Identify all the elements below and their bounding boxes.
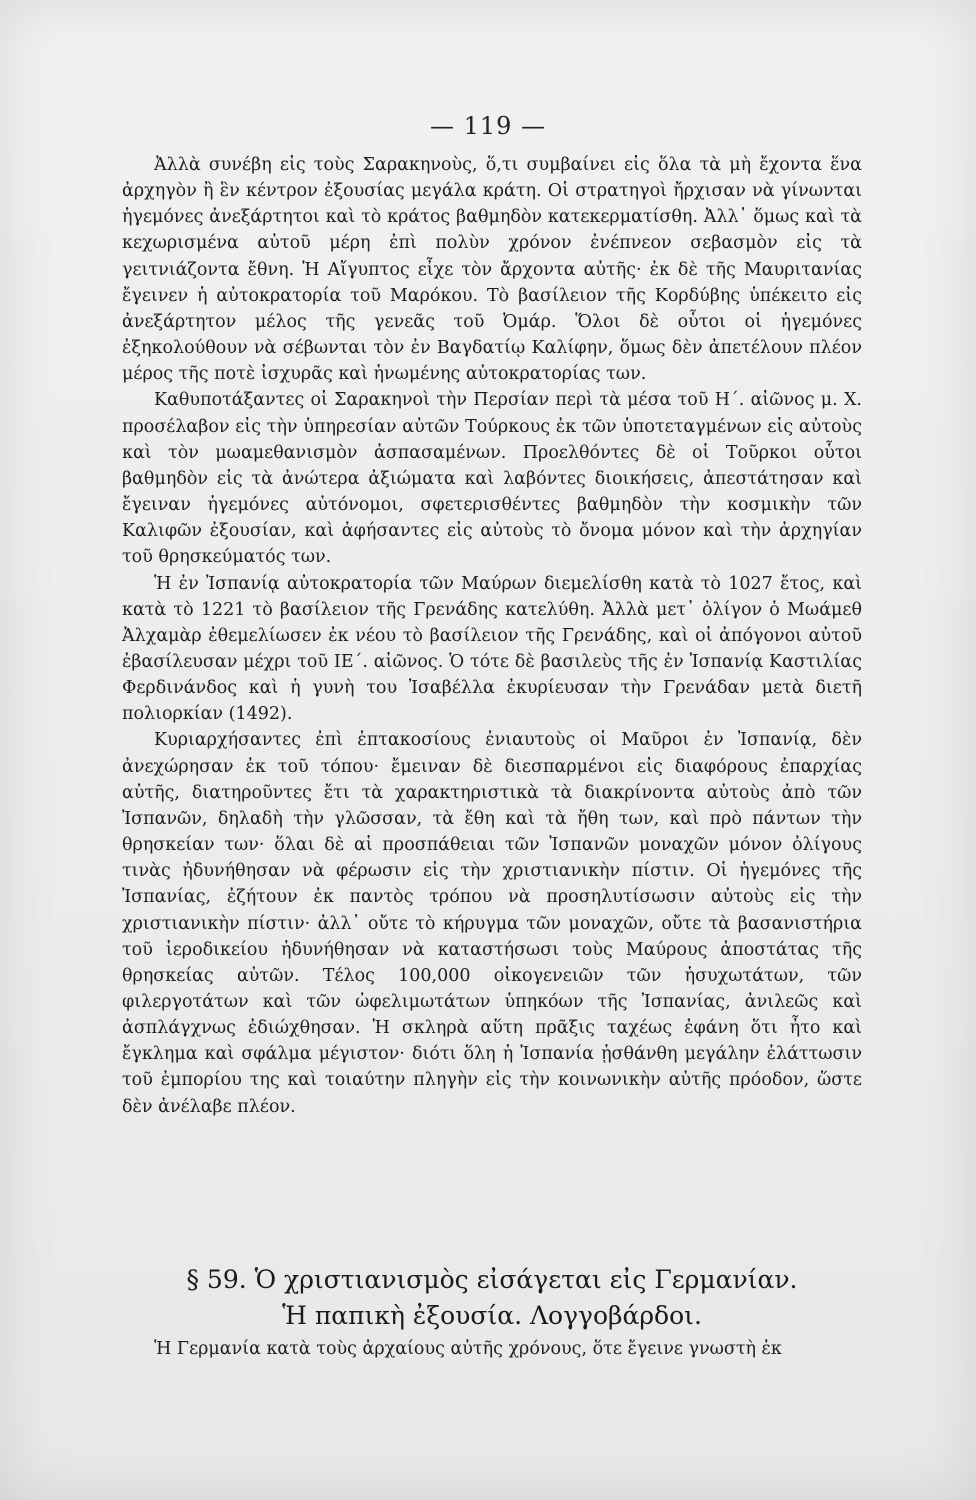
body-text [122,152,862,1120]
paragraph-spain-moors: Ἡ ἐν Ἰσπανίᾳ αὐτοκρατορία τῶν Μαύρων διεμελίσθη κατὰ τὸ 1027 ἔτος, καὶ κατὰ τὸ 1221 τὸ βασίλειον τῆς Γρενάδης κατελύθη. Ἀλλὰ μετ᾿ ὀλίγον ὁ Μωάμεθ Ἀλχαμὰρ ἐθεμελίωσεν ἐκ νέου τὸ βασίλειον τῆς Γρενάδης, καὶ οἱ ἀπόγονοι αὐτοῦ ἐβασίλευσαν μέχρι τοῦ ΙΕ΄. αἰῶνος. Ὁ τότε δὲ βασιλεὺς τῆς ἐν Ἰσπανίᾳ Καστιλίας Φερδινάνδος καὶ ἡ γυνὴ του Ἰσαβέλλα ἐκυρίευσαν τὴν Γρενάδαν μετὰ διετῆ πολιορκίαν (1492). [122,573,862,725]
section-title-line-2: Ἡ παπικὴ ἐξουσία. Λογγοβάρδοι. [282,1301,702,1330]
paragraph-germany-start: Ἡ Γερμανία κατὰ τοὺς ἀρχαίους αὐτῆς χρόνους, ὅτε ἔγεινε γνωστὴ ἐκ [154,1339,782,1359]
paragraph-saracen-fragmentation: Ἀλλὰ συνέβη εἰς τοὺς Σαρακηνοὺς, ὅ,τι συμβαίνει εἰς ὅλα τὰ μὴ ἔχοντα ἕνα ἀρχηγὸν ἢ ἓν κέντρον ἐξουσίας μεγάλα κράτη. Οἱ στρατηγοὶ ἤρχισαν νὰ γίνωνται ἡγεμόνες ἀνεξάρτητοι καὶ τὸ κράτος βαθμηδὸν κατεκερματίσθη. Ἀλλ᾿ ὅμως καὶ τὰ κεχωρισμένα αὐτοῦ μέρη ἐπὶ πολὺν χρόνον ἐνέπνεον σεβασμὸν εἰς τὰ γειτνιάζοντα ἔθνη. Ἡ Αἴγυπτος εἶχε τὸν ἄρχοντα αὐτῆς· ἐκ δὲ τῆς Μαυριτανίας ἔγεινεν ἡ αὐτοκρατορία τοῦ Μαρόκου. Τὸ βασίλειον τῆς Κορδύβης ὑπέκειτο εἰς ἀνεξάρτητον μέλος τῆς γενεᾶς τοῦ Ὀμάρ. Ὅλοι δὲ οὗτοι οἱ ἡγεμόνες ἐξηκολούθουν νὰ σέβωνται τὸν ἐν Βαγδατίῳ Καλίφην, ὅμως δὲν ἀπετέλουν πλέον μέρος τῆς ποτὲ ἰσχυρᾶς καὶ ἡνωμένης αὐτοκρατορίας των. [122,155,862,385]
paragraph-moors-expulsion: Κυριαρχήσαντες ἐπὶ ἑπτακοσίους ἐνιαυτοὺς οἱ Μαῦροι ἐν Ἰσπανίᾳ, δὲν ἀνεχώρησαν ἐκ τοῦ τόπου· ἔμειναν δὲ διεσπαρμένοι εἰς διαφόρους ἐπαρχίας αὐτῆς, διατηροῦντες ἔτι τὰ χαρακτηριστικὰ τὰ διακρίνοντα αὐτοὺς ἀπὸ τῶν Ἰσπανῶν, δηλαδὴ τὴν γλῶσσαν, τὰ ἔθη καὶ τὰ ἤθη των, καὶ πρὸ πάντων τὴν θρησκείαν των· ὅλαι δὲ αἱ προσπάθειαι τῶν Ἰσπανῶν μοναχῶν μόνον ὀλίγους τινὰς ἠδυνήθησαν νὰ φέρωσιν εἰς τὴν χριστιανικὴν πίστιν. Οἱ ἡγεμόνες τῆς Ἰσπανίας, ἐζήτουν ἐκ παντὸς τρόπου νὰ προσηλυτίσωσιν αὐτοὺς εἰς τὴν χριστιανικὴν πίστιν· ἀλλ᾿ οὔτε τὸ κήρυγμα τῶν μοναχῶν, οὔτε τὰ βασανιστήρια τοῦ ἱεροδικείου ἠδυνήθησαν νὰ καταστήσωσι τοὺς Μαύρους ἀποστάτας τῆς θρησκείας αὐτῶν. Τέλος 100,000 οἰκογενειῶν τῶν ἡσυχωτάτων, τῶν φιλεργοτάτων καὶ τῶν ὠφελιμωτάτων ὑπηκόων τῆς Ἰσπανίας, ἀνιλεῶς καὶ ἀσπλάγχνως ἐδιώχθησαν. Ἡ σκληρὰ αὕτη πρᾶξις ταχέως ἐφάνη ὅτι ἦτο καὶ ἔγκλημα καὶ σφάλμα μέγιστον· διότι ὅλη ἡ Ἰσπανία ᾐσθάνθη μεγάλην ἐλάττωσιν τοῦ ἐμπορίου της καὶ τοιαύτην πληγὴν εἰς τὴν κοινωνικὴν αὐτῆς πρόοδον, ὥστε δὲν ἀνέλαβε πλέον. [122,730,862,1117]
section-heading [122,1262,862,1334]
page-number: — 119 — [429,112,547,140]
paragraph-turks: Καθυποτάξαντες οἱ Σαρακηνοὶ τὴν Περσίαν περὶ τὰ μέσα τοῦ Η΄. αἰῶνος μ. Χ. προσέλαβον εἰς τὴν ὑπηρεσίαν αὐτῶν Τούρκους ἐκ τῶν ὑποτεταγμένων εἰς αὐτοὺς καὶ τὸν μωαμεθανισμὸν ἀσπασαμένων. Προελθόντες δὲ οἱ Τοῦρκοι οὗτοι βαθμηδὸν εἰς τὰ ἀνώτερα ἀξιώματα καὶ λαβόντες διοικήσεις, ἀπεστάτησαν καὶ ἔγειναν ἡγεμόνες αὐτόνομοι, σφετερισθέντες βαθμηδὸν τὴν κοσμικὴν τῶν Καλιφῶν ἐξουσίαν, καὶ ἀφήσαντες εἰς αὐτοὺς τὸ ὄνομα μόνον καὶ τὴν ἀρχηγίαν τοῦ θρησκεύματός των. [122,390,862,568]
section-title-line-1: § 59. Ὁ χριστιανισμὸς εἰσάγεται εἰς Γερμανίαν. [186,1265,798,1294]
